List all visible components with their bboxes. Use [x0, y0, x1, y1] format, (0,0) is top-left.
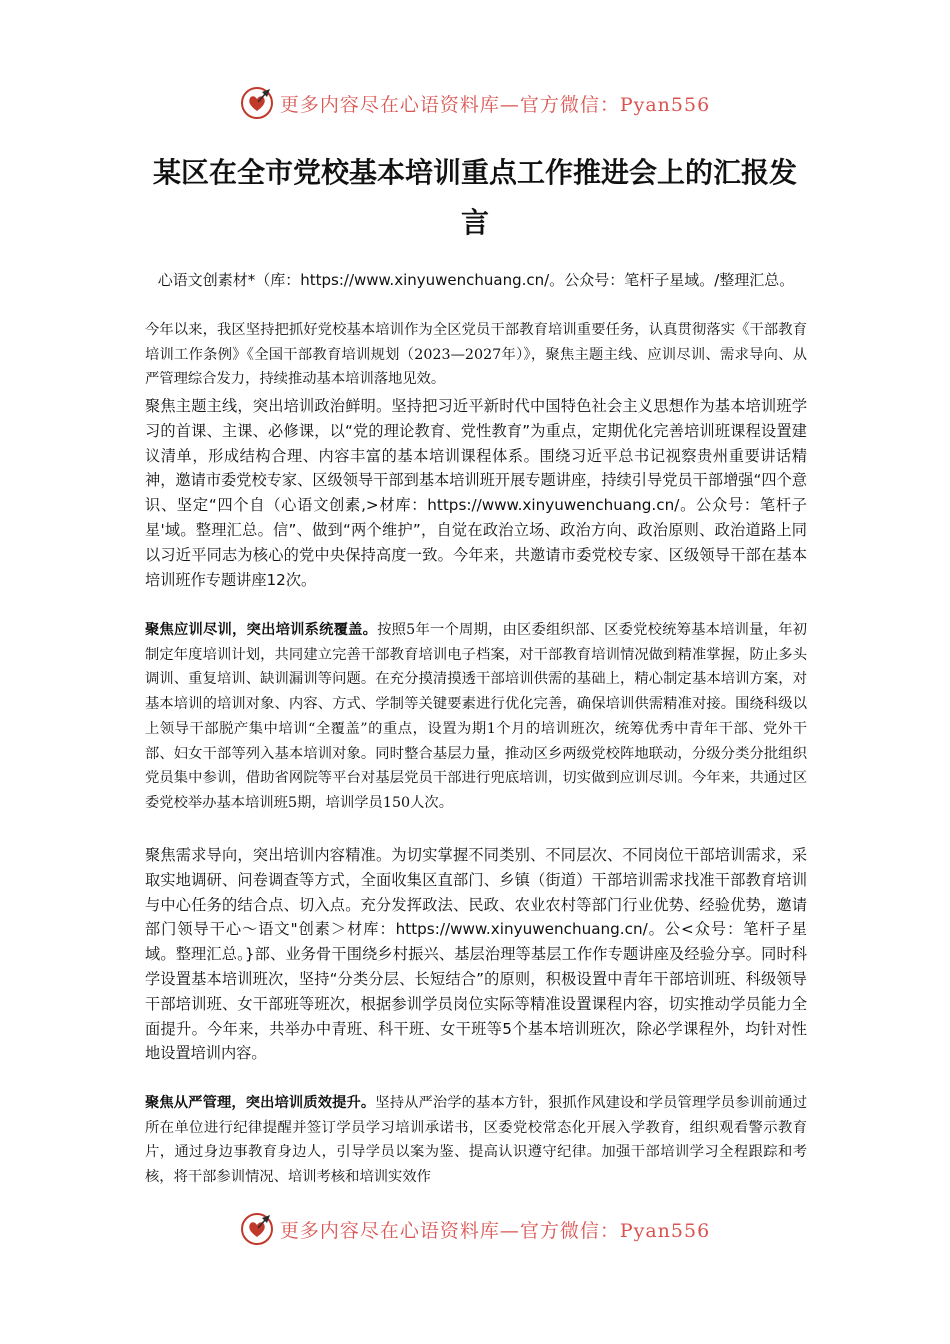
- heart-pen-logo-icon: [240, 1212, 274, 1246]
- banner-text: 更多内容尽在心语资料库—官方微信：Pyan556: [279, 93, 711, 116]
- banner-content: [240, 1212, 710, 1246]
- paragraph-demand: [145, 843, 807, 1066]
- top-banner: [0, 83, 950, 123]
- paragraph-body: 今年以来，我区坚持把抓好党校基本培训作为全区党员干部教育培训重要任务，认真贯彻落实《干部教育培训工作条例》《全国干部教育培训规划（2023—2027年）》，聚焦主题主线、应训尽训、需求导向、从严管理综合发力，持续推动基本培训落地见效。: [145, 322, 807, 388]
- banner-text: 更多内容尽在心语资料库—官方微信：Pyan556: [279, 1219, 711, 1242]
- paragraph-body: 按照5年一个周期，由区委组织部、区委党校统筹基本培训量，年初制定年度培训计划，共同建立完善干部教育培训电子档案，对干部教育培训情况做到精准掌握，防止多头调训、重复培训、缺训漏训等问题。在充分摸清摸透干部培训供需的基础上，精心制定基本培训方案，对基本培训的培训对象、内容、方式、学制等关键要素进行优化完善，确保培训供需精准对接。围绕科级以上领导干部脱产集中培训“全覆盖”的重点，设置为期1个月的培训班次，统筹优秀中青年干部、党外干部、妇女干部等列入基本培训对象。同时整合基层力量，推动区乡两级党校阵地联动，分级分类分批组织党员集中参训，借助省网院等平台对基层党员干部进行兜底培训，切实做到应训尽训。今年来，共通过区委党校举办基本培训班5期，培训学员150人次。: [145, 622, 808, 811]
- document-subtitle: 心语文创素材*（库：https://www.xinyuwenchuang.cn/。公众号：笔杆子星域。/整理汇总。: [157, 271, 795, 289]
- banner-content: [240, 86, 710, 120]
- document-title: 某区在全市党校基本培训重点工作推进会上的汇报发言: [152, 156, 797, 239]
- paragraph-lead: 聚焦需求导向，突出培训内容精准。: [145, 846, 392, 864]
- bottom-banner: [0, 1209, 950, 1249]
- paragraph-body: 坚持把习近平新时代中国特色社会主义思想作为基本培训班学习的首课、主课、必修课，以“党的理论教育、党性教育”为重点，定期优化完善培训班课程设置建议清单，形成结构合理、内容丰富的基本培训课程体系。围绕习近平总书记视察贵州重要讲话精神，邀请市委党校专家、区级领导干部到基本培训班开展专题讲座，持续引导党员干部增强“四个意识、坚定“四个自（心语文创素,>材库：https://www.xinyuwenchuang.cn/。公众号：笔杆子星'域。整理汇总。信”、做到“两个维护”，自觉在政治立场、政治方向、政治原则、政治道路上同以习近平同志为核心的党中央保持高度一致。今年来，共邀请市委党校专家、区级领导干部在基本培训班作专题讲座12次。: [145, 397, 808, 589]
- paragraph-body: 为切实掌握不同类别、不同层次、不同岗位干部培训需求，采取实地调研、问卷调查等方式，全面收集区直部门、乡镇（街道）干部培训需求找准干部教育培训与中心任务的结合点、切入点。充分发挥政法、民政、农业农村等部门行业优势、经验优势，邀请部门领导干心～语文"创素＞材库：https://www.xinyuwenchuang.cn/。公<众号：笔杆子星域。整理汇总。}部、业务骨干围绕乡村振兴、基层治理等基层工作作专题讲座及经验分享。同时科学设置基本培训班次，坚持“分类分层、长短结合”的原则，积极设置中青年干部培训班、科级领导干部培训班、女干部班等班次，根据参训学员岗位实际等精准设置课程内容，切实推动学员能力全面提升。今年来，共举办中青班、科干班、女干班等5个基本培训班次，除必学课程外，均针对性地设置培训内容。: [145, 846, 808, 1063]
- paragraph-lead: 聚焦主题主线，突出培训政治鲜明。: [145, 397, 392, 415]
- paragraph-lead: 聚焦从严管理，突出培训质效提升。: [145, 1095, 376, 1111]
- paragraph-management: [145, 1091, 807, 1190]
- heart-pen-logo-icon: [240, 86, 274, 120]
- paragraph-lead: 聚焦应训尽训，突出培训系统覆盖。: [145, 622, 378, 638]
- paragraph-political: [145, 394, 807, 592]
- paragraph-body: 坚持从严治学的基本方针，狠抓作风建设和学员管理学员参训前通过所在单位进行纪律提醒并签订学员学习培训承诺书，区委党校常态化开展入学教育，组织观看警示教育片，通过身边事教育身边人，引导学员以案为鉴、提高认识遵守纪律。加强干部培训学习全程跟踪和考核，将干部参训情况、培训考核和培训实效作: [145, 1095, 807, 1186]
- paragraph-intro: [145, 318, 807, 392]
- paragraph-coverage: [145, 618, 807, 816]
